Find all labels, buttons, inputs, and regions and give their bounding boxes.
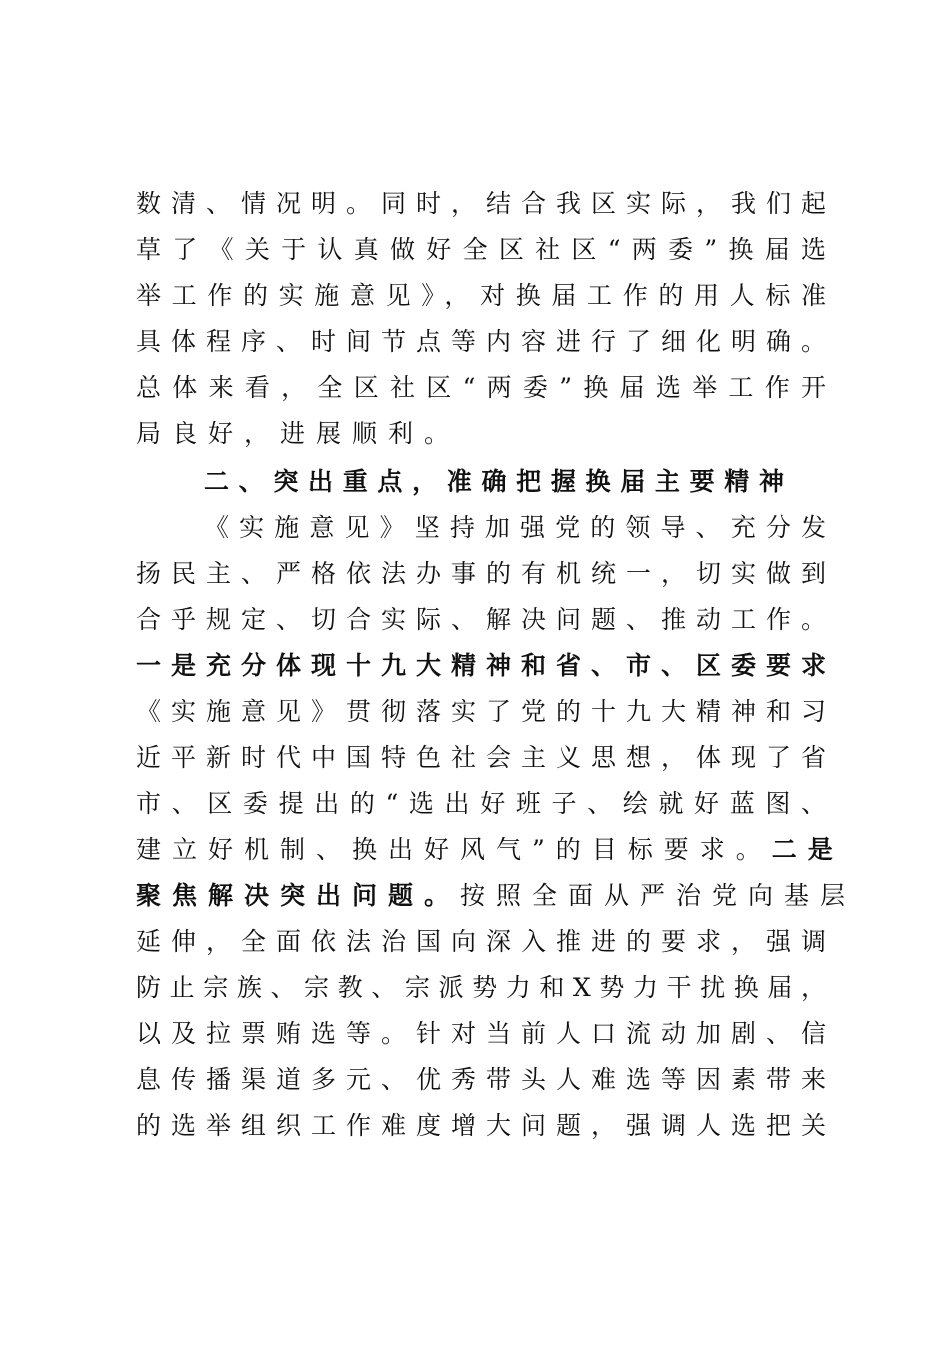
section-heading: 二、突出重点，准确把握换届主要精神 <box>204 467 784 496</box>
paragraph-line: 数清、情况明。同时，结合我区实际，我们起 <box>136 189 826 218</box>
paragraph-line: 的选举组织工作难度增大问题，强调人选把关 <box>136 1111 826 1140</box>
paragraph-line: 《实施意见》贯彻落实了党的十九大精神和习 <box>136 697 826 726</box>
emphasis-text: 聚焦解决突出问题。 <box>136 881 461 910</box>
paragraph-line: 《实施意见》坚持加强党的领导、充分发 <box>204 513 826 542</box>
paragraph-line: 草了《关于认真做好全区社区“两委”换届选 <box>136 235 826 264</box>
paragraph-line: 息传播渠道多元、优秀带头人难选等因素带来 <box>136 1065 826 1094</box>
paragraph-line: 合乎规定、切合实际、解决问题、推动工作。 <box>136 605 826 634</box>
paragraph-line: 具体程序、时间节点等内容进行了细化明确。 <box>136 327 826 356</box>
emphasis-text: 二是 <box>771 835 844 864</box>
paragraph-line: 市、区委提出的“选出好班子、绘就好蓝图、 <box>136 789 826 818</box>
paragraph-line: 举工作的实施意见》，对换届工作的用人标准 <box>136 281 826 310</box>
paragraph-line: 以及拉票贿选等。针对当前人口流动加剧、信 <box>136 1019 826 1048</box>
paragraph-text: 建立好机制、换出好风气”的目标要求。 <box>136 835 772 864</box>
paragraph-line: 扬民主、严格依法办事的有机统一，切实做到 <box>136 559 826 588</box>
paragraph-line: 近平新时代中国特色社会主义思想，体现了省 <box>136 743 826 772</box>
paragraph-line: 总体来看，全区社区“两委”换届选举工作开 <box>136 373 826 402</box>
paragraph-line: 局良好，进展顺利。 <box>136 419 461 448</box>
paragraph-line: 延伸，全面依法治国向深入推进的要求，强调 <box>136 927 826 956</box>
emphasis-line: 一是充分体现十九大精神和省、市、区委要求 <box>136 651 826 680</box>
paragraph-line-mixed <box>136 876 857 916</box>
paragraph-line: 防止宗族、宗教、宗派势力和X势力干扰换届， <box>136 973 826 1002</box>
paragraph-text: 按照全面从严治党向基层 <box>460 881 857 910</box>
paragraph-line-mixed <box>136 830 844 870</box>
